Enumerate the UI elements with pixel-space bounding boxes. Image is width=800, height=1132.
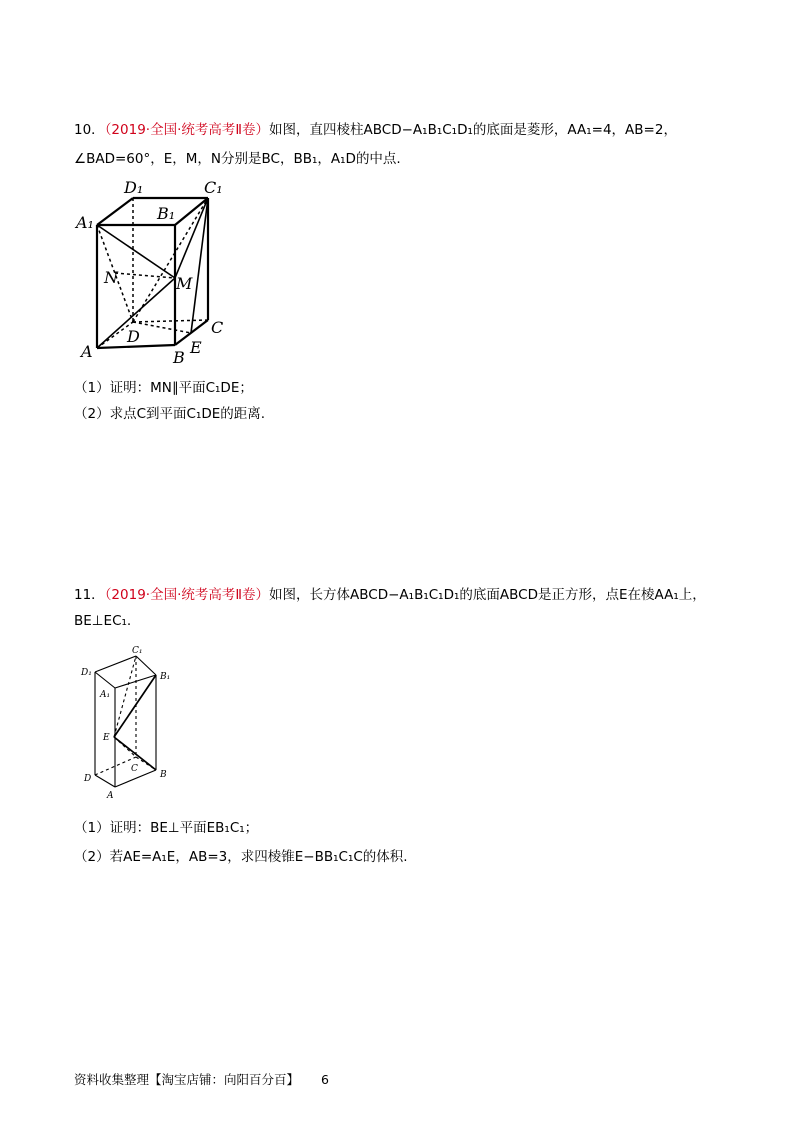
label-e: E bbox=[190, 338, 202, 357]
label-c1: C₁ bbox=[132, 646, 143, 656]
label-d1: D₁ bbox=[81, 668, 92, 678]
label-d: D bbox=[84, 774, 92, 784]
q11-part2: （2）若AE=A₁E，AB=3，求四棱锥E−BB₁C₁C的体积. bbox=[74, 849, 408, 865]
edge-dc-hidden bbox=[133, 320, 208, 322]
q11-part1: （1）证明：BE⊥平面EB₁C₁； bbox=[74, 820, 259, 836]
q11-stem-line1 bbox=[74, 585, 706, 605]
q10-stem-text: 如图，直四棱柱ABCD−A₁B₁C₁D₁的底面是菱形，AA₁=4，AB=2， bbox=[269, 122, 677, 138]
q10-part2: （2）求点C到平面C₁DE的距离. bbox=[74, 406, 266, 422]
label-e: E bbox=[103, 733, 110, 743]
label-b: B bbox=[160, 770, 167, 780]
edge-d1a1 bbox=[95, 672, 115, 688]
label-d: D bbox=[127, 327, 140, 346]
edge-c1b1 bbox=[136, 656, 156, 675]
q11-stem-text: 如图，长方体ABCD−A₁B₁C₁D₁的底面ABCD是正方形，点E在棱AA₁上， bbox=[269, 587, 706, 603]
q10-number: 10． bbox=[74, 122, 105, 138]
segment-de-hidden bbox=[133, 322, 191, 333]
label-c1: C₁ bbox=[204, 178, 223, 197]
q10-source: （2019·全国·统考高考Ⅱ卷） bbox=[104, 122, 270, 138]
label-b1: B₁ bbox=[157, 204, 176, 223]
q10-prism-figure bbox=[70, 175, 240, 370]
q10-stem-line2: ∠BAD=60°，E，M，N分别是BC，BB₁，A₁D的中点. bbox=[74, 151, 401, 167]
label-c: C bbox=[211, 318, 224, 337]
edge-d1c1 bbox=[95, 656, 136, 672]
q10-part1: （1）证明：MN∥平面C₁DE； bbox=[74, 380, 253, 396]
label-a: A bbox=[107, 791, 114, 800]
label-a1: A₁ bbox=[100, 690, 111, 700]
label-d1: D₁ bbox=[124, 178, 144, 197]
label-b: B bbox=[173, 348, 185, 367]
segment-ec1-hidden bbox=[114, 656, 136, 737]
page-footer bbox=[74, 1070, 329, 1088]
q11-stem-line2: BE⊥EC₁. bbox=[74, 613, 132, 629]
edge-da bbox=[95, 775, 115, 787]
label-a1: A₁ bbox=[76, 213, 94, 232]
q10-stem-line1 bbox=[74, 120, 677, 140]
label-a: A bbox=[81, 342, 93, 361]
label-b1: B₁ bbox=[160, 672, 171, 682]
edge-cb-hidden bbox=[136, 757, 156, 770]
q11-number: 11． bbox=[74, 587, 105, 603]
segment-nm-hidden bbox=[115, 273, 175, 278]
footer-text: 资料收集整理【淘宝店铺：向阳百分百】 bbox=[74, 1072, 300, 1087]
page-number: 6 bbox=[321, 1072, 329, 1087]
label-n: N bbox=[104, 268, 118, 287]
segment-eb1 bbox=[114, 675, 156, 737]
q11-source: （2019·全国·统考高考Ⅱ卷） bbox=[104, 587, 270, 603]
edge-a1d1 bbox=[97, 198, 133, 225]
label-m: M bbox=[176, 274, 193, 293]
label-c: C bbox=[131, 764, 138, 774]
q11-cuboid-figure bbox=[78, 640, 178, 800]
